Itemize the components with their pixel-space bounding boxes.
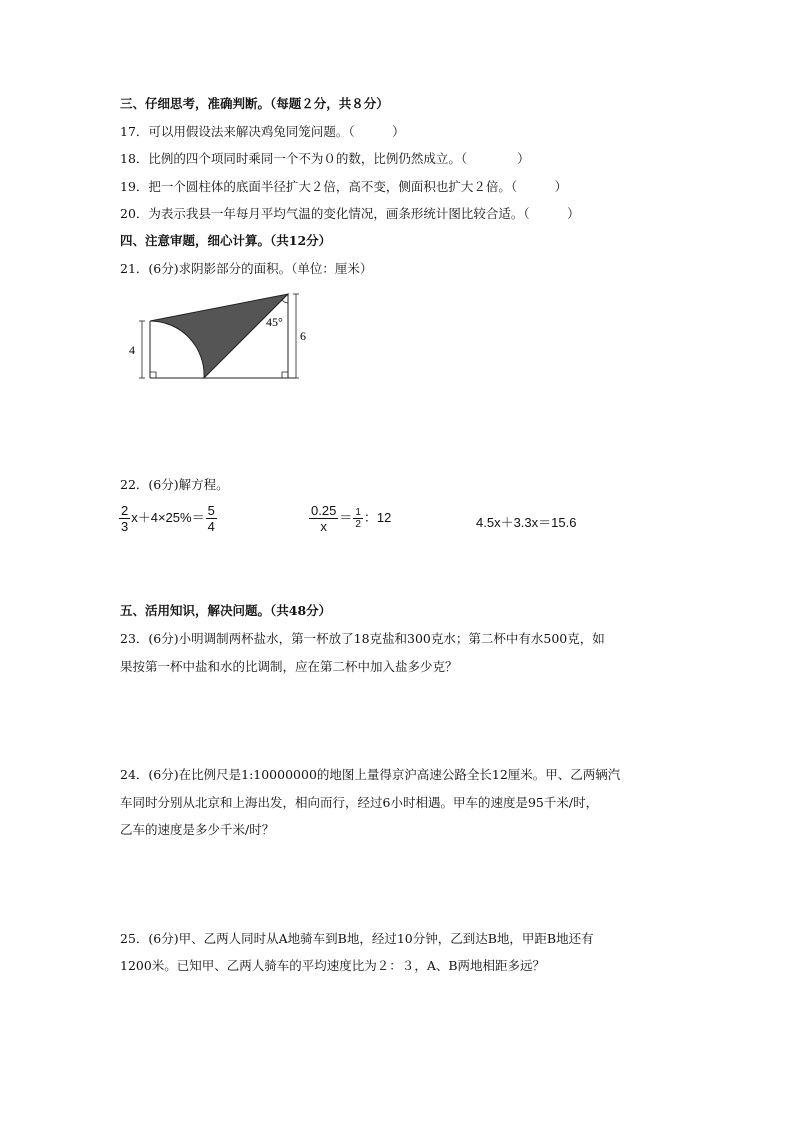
- right-height-label: 6: [300, 329, 306, 343]
- shaded-region: [150, 294, 288, 378]
- question-22: 22．(6分)解方程。: [120, 477, 229, 492]
- shaded-area-figure: [120, 286, 320, 389]
- question-18: 18．比例的四个项同时乘同一个不为０的数，比例仍然成立。（ ）: [120, 151, 530, 166]
- right-angle-right: [282, 372, 288, 378]
- equation-2: $\frac{0.25}{x}$ ＝ $\frac{1}{2}$ ：12: [311, 503, 392, 534]
- section-3-heading: 三、仔细思考，准确判断。（每题２分，共８分）: [120, 96, 389, 111]
- question-19: 19．把一个圆柱体的底面半径扩大２倍，高不变，侧面积也扩大２倍。（ ）: [120, 179, 568, 194]
- left-height-label: 4: [129, 343, 135, 357]
- equation-3: 4.5x＋3.3x＝15.6: [476, 515, 577, 530]
- fraction-1-2: $\frac{1}{2}$: [355, 507, 361, 530]
- right-angle-left: [150, 372, 156, 378]
- section-4-heading: 四、注意审题，细心计算。（共12分）: [120, 233, 332, 248]
- question-17: 17．可以用假设法来解决鸡兔同笼问题。（ ）: [120, 124, 405, 139]
- fraction-2-3: $\frac{2}{3}$: [121, 503, 129, 534]
- angle-arc: [282, 300, 288, 303]
- question-23-line-1: 23．(6分)小明调制两杯盐水，第一杯放了18克盐和300克水；第二杯中有水500克，如: [120, 631, 605, 646]
- question-24-line-3: 乙车的速度是多少千米/时？: [120, 822, 275, 837]
- question-21: 21．(6分)求阴影部分的面积。（单位：厘米）: [120, 261, 373, 276]
- question-20: 20．为表示我县一年每月平均气温的变化情况，画条形统计图比较合适。（ ）: [120, 206, 580, 221]
- section-5-heading: 五、活用知识，解决问题。（共48分）: [120, 603, 332, 618]
- question-23-line-2: 果按第一杯中盐和水的比调制，应在第二杯中加入盐多少克？: [120, 659, 458, 674]
- question-25-line-1: 25．(6分)甲、乙两人同时从A地骑车到B地，经过10分钟，乙到达B地，甲距B地还有: [120, 931, 594, 946]
- equation-1: $\frac{2}{3}$ x＋4×25%＝ $\frac{5}{4}$: [121, 503, 215, 534]
- question-24-line-1: 24．(6分)在比例尺是1:10000000的地图上量得京沪高速公路全长12厘米。甲、乙两辆汽: [120, 767, 621, 782]
- question-25-line-2: 1200米。已知甲、乙两人骑车的平均速度比为２：３，A、B两地相距多远？: [120, 958, 546, 973]
- angle-label: 45°: [266, 315, 283, 329]
- fraction-025-x: $\frac{0.25}{x}$: [311, 503, 337, 534]
- question-24-line-2: 车同时分别从北京和上海出发，相向而行，经过6小时相遇。甲车的速度是95千米/时，: [120, 795, 599, 810]
- fraction-5-4: $\frac{5}{4}$: [207, 503, 215, 534]
